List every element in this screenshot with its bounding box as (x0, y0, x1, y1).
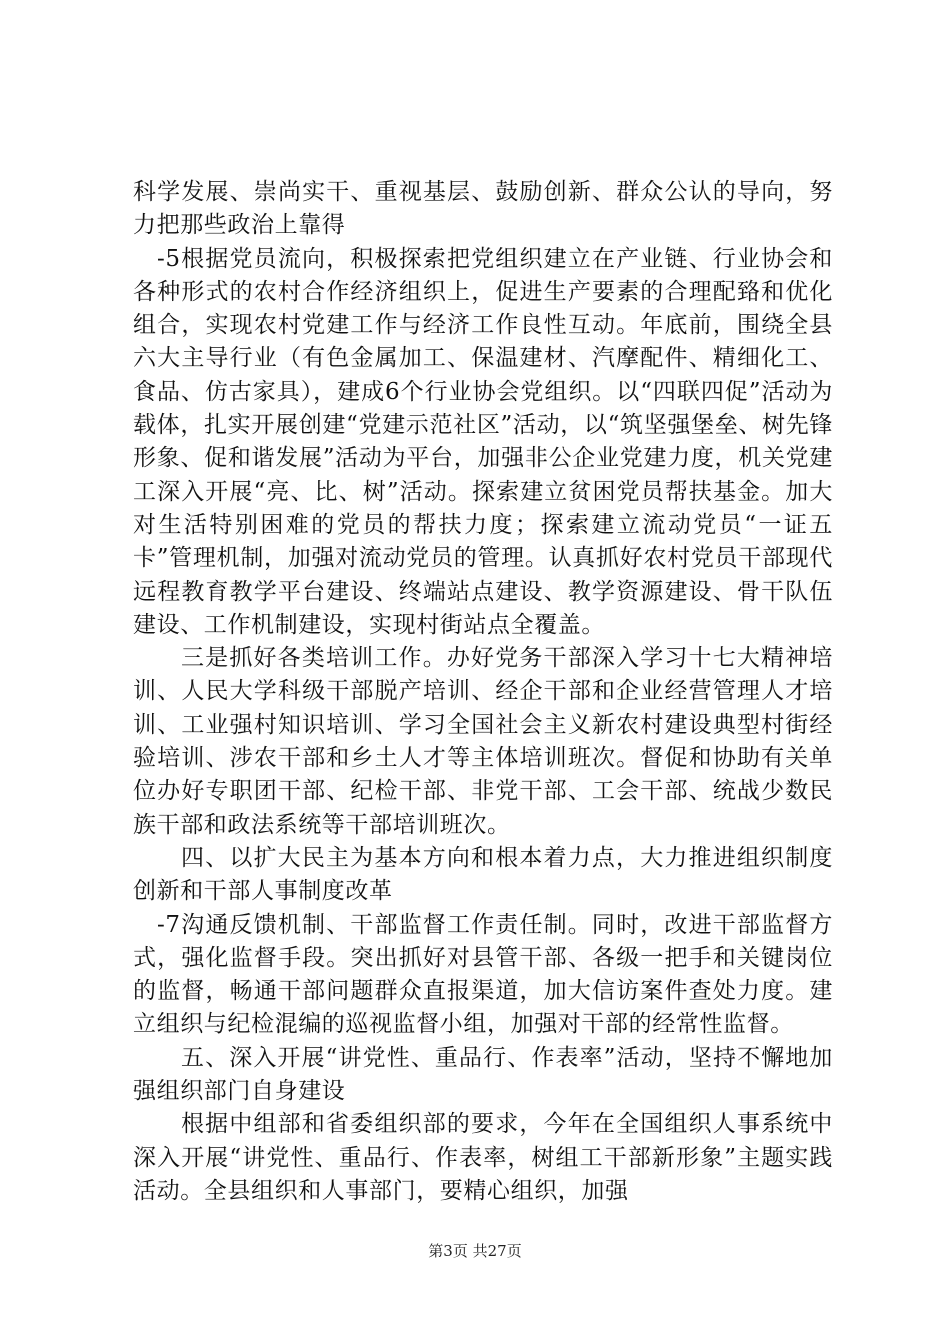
paragraph-2: -5根据党员流向，积极探索把党组织建立在产业链、行业协会和各种形式的农村合作经济组织上，促进生产要素的合理配臵和优化组合，实现农村党建工作与经济工作良性互动。年底前，围绕全县六大主导行业（有色金属加工、保温建材、汽摩配件、精细化工、食品、仿古家具），建成6个行业协会党组织。以“四联四促”活动为载体，扎实开展创建“党建示范社区”活动，以“筑坚强堡垒、树先锋形象、促和谐发展”活动为平台，加强非公企业党建力度，机关党建工深入开展“亮、比、树”活动。探索建立贫困党员帮扶基金。加大对生活特别困难的党员的帮扶力度；探索建立流动党员“一证五卡”管理机制，加强对流动党员的管理。认真抓好农村党员干部现代远程教育教学平台建设、终端站点建设、教学资源建设、骨干队伍建设、工作机制建设，实现村街站点全覆盖。 (133, 245, 833, 638)
paragraph-1: 科学发展、崇尚实干、重视基层、鼓励创新、群众公认的导向，努力把那些政治上靠得 (133, 179, 833, 239)
section-heading-4: 四、以扩大民主为基本方向和根本着力点，大力推进组织制度创新和干部人事制度改革 (133, 844, 833, 905)
page-number-footer: 第3页 共27页 (428, 1242, 522, 1260)
paragraph-7: 根据中组部和省委组织部的要求，今年在全国组织人事系统中深入开展“讲党性、重品行、作表率，树组工干部新形象”主题实践活动。全县组织和人事部门，要精心组织，加强 (133, 1111, 833, 1204)
paragraph-5: -7沟通反馈机制、干部监督工作责任制。同时，改进干部监督方式，强化监督手段。突出抓好对县管干部、各级一把手和关键岗位的监督，畅通干部问题群众直报渠道，加大信访案件查处力度。建立组织与纪检混编的巡视监督小组，加强对干部的经常性监督。 (133, 911, 833, 1038)
section-heading-5: 五、深入开展“讲党性、重品行、作表率”活动，坚持不懈地加强组织部门自身建设 (133, 1044, 833, 1105)
document-body (133, 176, 833, 1208)
paragraph-3: 三是抓好各类培训工作。办好党务干部深入学习十七大精神培训、人民大学科级干部脱产培训、经企干部和企业经营管理人才培训、工业强村知识培训、学习全国社会主义新农村建设典型村街经验培训、涉农干部和乡土人才等主体培训班次。督促和协助有关单位办好专职团干部、纪检干部、非党干部、工会干部、统战少数民族干部和政法系统等干部培训班次。 (133, 645, 833, 838)
